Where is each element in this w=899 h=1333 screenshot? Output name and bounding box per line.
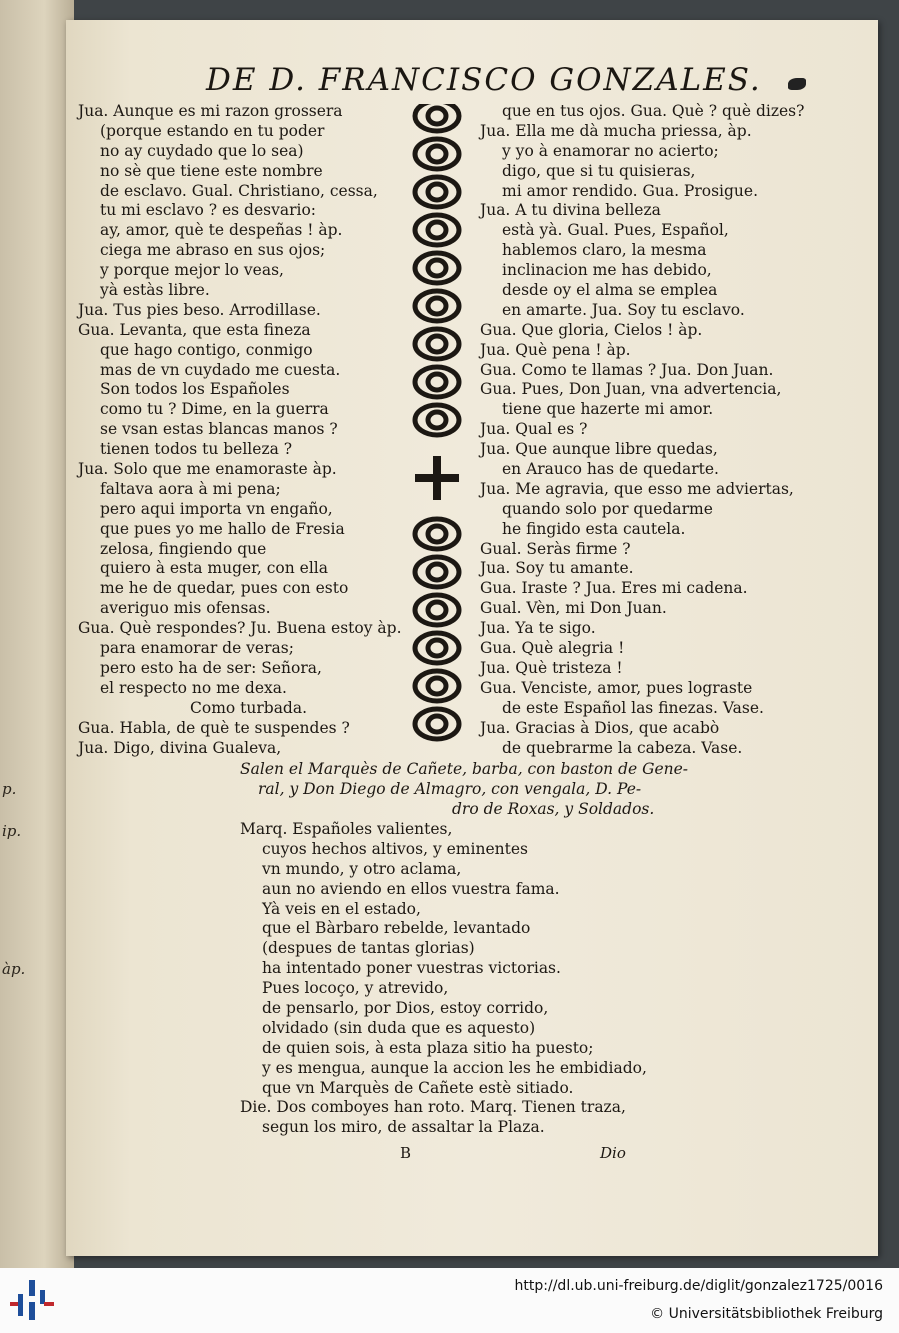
text-line: Marq. Españoles valientes,	[240, 820, 453, 838]
text-line: Jua. Me agravia, que esso me adviertas,	[480, 479, 794, 498]
text-line: mas de vn cuydado me cuesta.	[100, 360, 341, 379]
divider-ring-inner	[428, 108, 446, 124]
divider-ring-inner	[428, 526, 446, 542]
divider-ring-inner	[428, 146, 446, 162]
text-line: pero aqui importa vn engaño,	[100, 499, 333, 518]
text-line: pero esto ha de ser: Señora,	[100, 658, 322, 677]
text-line: en Arauco has de quedarte.	[502, 460, 719, 479]
catchword: Dio	[600, 1144, 626, 1162]
text-line: Die. Dos comboyes han roto. Marq. Tienen traza,	[240, 1098, 626, 1117]
text-line: que en tus ojos. Gua. Què ? què dizes?	[502, 102, 805, 120]
text-line: digo, que si tu quisieras,	[502, 161, 696, 180]
text-line: de quien sois, à esta plaza sitio ha puesto;	[262, 1038, 594, 1057]
text-line: cuyos hechos altivos, y eminentes	[262, 839, 528, 858]
divider-ring-inner	[428, 222, 446, 238]
source-url-link[interactable]: http://dl.ub.uni-freiburg.de/diglit/gonzalez1725/0016	[514, 1278, 883, 1294]
text-line: quando solo por quedarme	[502, 499, 713, 518]
text-line: Gua. Levanta, que esta fineza	[78, 320, 311, 339]
text-line: Son todos los Españoles	[100, 380, 290, 399]
text-line: Jua. Aunque es mi razon grossera	[78, 102, 343, 120]
text-line: Gua. Habla, de què te suspendes ?	[78, 718, 350, 737]
text-line: Jua. Ya te sigo.	[480, 619, 596, 638]
text-line: vn mundo, y otro aclama,	[262, 859, 462, 878]
text-line: olvidado (sin duda que es aquesto)	[262, 1018, 536, 1037]
text-line: Como turbada.	[190, 698, 308, 717]
text-line: Jua. Gracias à Dios, que acabò	[480, 718, 720, 737]
text-line: averiguo mis ofensas.	[100, 599, 271, 618]
text-line: y yo à enamorar no acierto;	[502, 141, 719, 160]
text-line: tu mi esclavo ? es desvario:	[100, 201, 317, 220]
divider-ring-inner	[428, 716, 446, 732]
text-line: Pues locoço, y atrevido,	[262, 979, 449, 998]
divider-ring-inner	[428, 602, 446, 618]
text-line: y porque mejor lo veas,	[100, 261, 284, 280]
text-line: Gua. Què alegria !	[480, 639, 625, 658]
text-line: desde oy el alma se emplea	[502, 281, 718, 300]
cross-ornament	[415, 456, 459, 500]
text-line: en amarte. Jua. Soy tu esclavo.	[502, 300, 745, 319]
divider-ring-inner	[428, 640, 446, 656]
text-line: como tu ? Dime, en la guerra	[100, 400, 329, 419]
margin-fragment: p.	[2, 780, 17, 798]
text-line: quiero à esta muger, con ella	[100, 559, 328, 578]
text-line: aun no aviendo en ellos vuestra fama.	[262, 879, 560, 898]
copyright-text: © Universitätsbibliothek Freiburg	[650, 1306, 883, 1322]
right-column	[480, 102, 810, 758]
text-line: tiene que hazerte mi amor.	[502, 400, 714, 419]
previous-page-edge	[0, 0, 74, 1268]
text-line: Jua. Què pena ! àp.	[480, 340, 631, 359]
text-line: faltava aora à mi pena;	[100, 479, 281, 498]
text-line: (porque estando en tu poder	[100, 121, 325, 140]
text-line: Gua. Pues, Don Juan, vna advertencia,	[480, 380, 782, 399]
stage-direction-line: ral, y Don Diego de Almagro, con vengala, D. Pe-	[258, 779, 642, 798]
left-column	[78, 102, 408, 758]
divider-ring-inner	[428, 412, 446, 428]
ornament-mark	[788, 78, 806, 90]
text-line: Jua. Solo que me enamoraste àp.	[78, 460, 337, 479]
library-logo-icon	[10, 1278, 54, 1322]
text-line: Gua. Venciste, amor, pues lograste	[480, 678, 753, 697]
text-line: Jua. Soy tu amante.	[480, 559, 634, 578]
text-line: Gual. Seràs firme ?	[480, 539, 631, 558]
signature-mark: B	[400, 1144, 412, 1162]
text-line: segun los miro, de assaltar la Plaza.	[262, 1118, 545, 1137]
text-line: que pues yo me hallo de Fresia	[100, 519, 345, 538]
divider-ring-inner	[428, 564, 446, 580]
ornamental-divider	[408, 104, 466, 754]
text-line: para enamorar de veras;	[100, 639, 294, 658]
text-line: Gua. Que gloria, Cielos ! àp.	[480, 320, 703, 339]
margin-fragment: àp.	[2, 960, 26, 978]
divider-ring-inner	[428, 678, 446, 694]
document-page	[66, 20, 878, 1256]
text-line: inclinacion me has debido,	[502, 261, 712, 280]
text-line: Gua. Què respondes? Ju. Buena estoy àp.	[78, 619, 402, 638]
text-line: hablemos claro, la mesma	[502, 241, 707, 260]
text-line: Jua. Què tristeza !	[480, 658, 623, 677]
stage-direction-line: Salen el Marquès de Cañete, barba, con baston de Gene-	[240, 760, 689, 778]
text-line: Jua. A tu divina belleza	[480, 201, 661, 220]
text-line: he fingido esta cautela.	[502, 519, 686, 538]
text-line: Jua. Qual es ?	[480, 420, 588, 439]
divider-ring-inner	[428, 298, 446, 314]
divider-ring-inner	[428, 374, 446, 390]
text-line: de quebrarme la cabeza. Vase.	[502, 738, 743, 757]
text-line: que el Bàrbaro rebelde, levantado	[262, 919, 531, 938]
text-line: ciega me abraso en sus ojos;	[100, 241, 326, 260]
text-line: y es mengua, aunque la accion les he embidiado,	[262, 1058, 647, 1077]
text-line: Jua. Digo, divina Gualeva,	[78, 738, 282, 757]
text-line: Gua. Iraste ? Jua. Eres mi cadena.	[480, 579, 748, 598]
text-line: se vsan estas blancas manos ?	[100, 420, 338, 439]
divider-ring-inner	[428, 184, 446, 200]
text-line: que hago contigo, conmigo	[100, 340, 313, 359]
text-line: de pensarlo, por Dios, estoy corrido,	[262, 999, 549, 1018]
text-line: Yà veis en el estado,	[262, 899, 421, 918]
text-line: ha intentado poner vuestras victorias.	[262, 959, 561, 978]
text-line: (despues de tantas glorias)	[262, 939, 475, 958]
text-line: Jua. Tus pies beso. Arrodillase.	[78, 300, 321, 319]
text-line: me he de quedar, pues con esto	[100, 579, 349, 598]
stage-direction-line: dro de Roxas, y Soldados.	[452, 799, 655, 818]
text-line: Gua. Como te llamas ? Jua. Don Juan.	[480, 360, 774, 379]
text-line: Jua. Que aunque libre quedas,	[480, 440, 718, 459]
bottom-column	[240, 820, 820, 1138]
text-line: no sè que tiene este nombre	[100, 161, 323, 180]
footer-bar	[0, 1268, 899, 1333]
page-heading: DE D. FRANCISCO GONZALES.	[206, 62, 762, 98]
text-line: zelosa, fingiendo que	[100, 539, 267, 558]
text-line: mi amor rendido. Gua. Prosigue.	[502, 181, 759, 200]
text-line: tienen todos tu belleza ?	[100, 440, 293, 459]
text-line: de este Español las finezas. Vase.	[502, 698, 764, 717]
text-line: està yà. Gual. Pues, Español,	[502, 221, 729, 240]
text-line: que vn Marquès de Cañete estè sitiado.	[262, 1078, 574, 1097]
text-line: de esclavo. Gual. Christiano, cessa,	[100, 181, 378, 200]
text-line: yà estàs libre.	[100, 281, 210, 300]
text-line: Jua. Ella me dà mucha priessa, àp.	[480, 121, 752, 140]
divider-ring-inner	[428, 260, 446, 276]
stage-direction	[240, 760, 800, 820]
text-line: no ay cuydado que lo sea)	[100, 141, 304, 160]
divider-ring-inner	[428, 336, 446, 352]
text-line: el respecto no me dexa.	[100, 678, 287, 697]
text-line: Gual. Vèn, mi Don Juan.	[480, 599, 667, 618]
margin-fragment: ip.	[2, 822, 22, 840]
text-line: ay, amor, què te despeñas ! àp.	[100, 221, 343, 240]
